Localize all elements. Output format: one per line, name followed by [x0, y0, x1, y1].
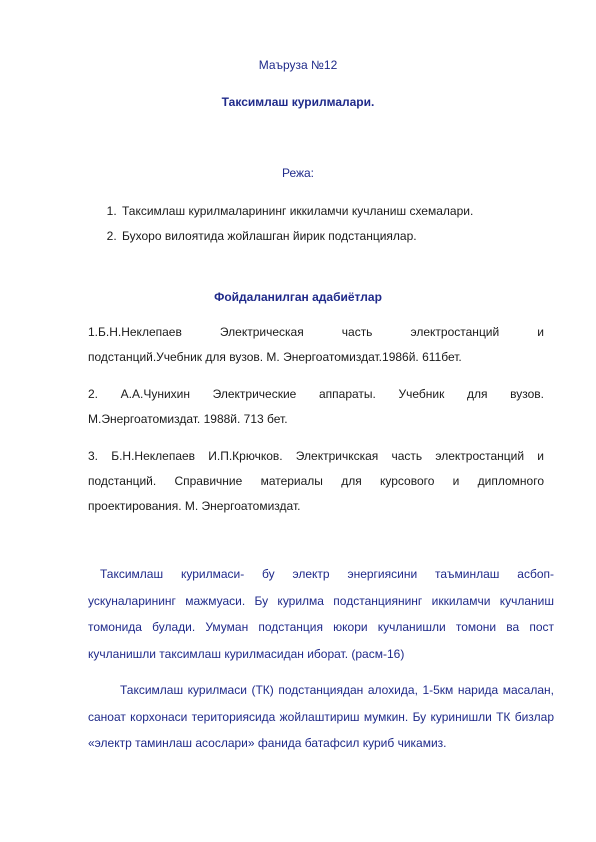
- plan-item: 1. Таксимлаш курилмаларининг иккиламчи кучланиш схемалари.: [120, 199, 560, 224]
- reference-line: М.Энергоатомиздат. 1988й. 713 бет.: [88, 412, 288, 426]
- reference-item: [88, 320, 544, 370]
- reference-line: 3. Б.Н.Неклепаев И.П.Крючков. Электричкская часть электростанций и: [88, 449, 544, 463]
- reference-line: подстанций.Учебник для вузов. М. Энергоатомиздат.1986й. 611бет.: [88, 350, 462, 364]
- lecture-title: Таксимлаш курилмалари.: [221, 95, 375, 109]
- reference-line: 2. А.А.Чунихин Электрические аппараты. Учебник для вузов.: [88, 387, 544, 401]
- reference-line: 1.Б.Н.Неклепаев Электрическая часть электростанций и: [88, 325, 544, 339]
- body-paragraph: Таксимлаш курилмаси (ТК) подстанциядан алохида, 1-5км нарида масалан, саноат корхонаси териториясида жойлаштириш мумкин. Бу куринишли ТК бизлар «электр таминлаш асослари» фанида батафсил куриб чикамиз.: [88, 683, 554, 750]
- literature-heading: Фойдаланилган адабиётлар: [214, 290, 382, 304]
- reference-item: [88, 382, 544, 432]
- lecture-number: Маъруза №12: [258, 58, 338, 72]
- plan-heading: Режа:: [281, 166, 315, 180]
- plan-list: [88, 199, 560, 249]
- reference-line: подстанций. Справичние материалы для курсового и дипломного проектирования. М. Энергоатомиздат.: [88, 474, 544, 513]
- plan-item: 2. Бухоро вилоятида жойлашган йирик подстанциялар.: [120, 224, 560, 249]
- body-paragraph: Таксимлаш курилмаси- бу электр энергиясини таъминлаш асбоп-ускуналарининг мажмуаси. Бу курилма подстанциянинг иккиламчи кучланиш томонида булади. Умуман подстанция юкори кучланишли томони ва пост кучланишли таксимлаш курилмасидан иборат. (расм-16): [88, 567, 554, 661]
- reference-item: [88, 444, 544, 519]
